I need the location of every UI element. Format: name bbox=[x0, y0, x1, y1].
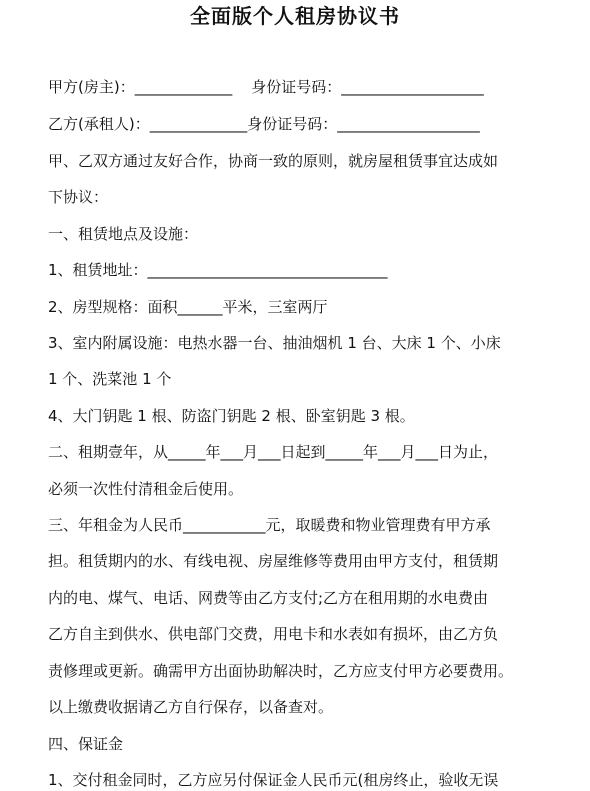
agreement-intro-line: 甲、乙双方通过友好合作，协商一致的原则，就房屋租赁事宜达成如 bbox=[48, 152, 499, 170]
clause-line: 2、房型规格：面积______平米，三室两厅 bbox=[48, 298, 328, 316]
clause-line: 必须一次性付清租金后使用。 bbox=[48, 480, 244, 498]
party-b-line: 乙方(承租人)：_____________身份证号码：___________________ bbox=[48, 115, 480, 133]
clause-line: 内的电、煤气、电话、网费等由乙方支付;乙方在租用期的水电费由 bbox=[48, 589, 489, 607]
agreement-intro-line: 下协议： bbox=[48, 188, 109, 206]
clause-line: 1、租赁地址：________________________________ bbox=[48, 261, 388, 279]
clause-line: 乙方自主到供水、供电部门交费，用电卡和水表如有损坏，由乙方负 bbox=[48, 625, 499, 643]
document-title: 全面版个人租房协议书 bbox=[190, 4, 400, 28]
clause-line: 4、大门钥匙 1 根、防盗门钥匙 2 根、卧室钥匙 3 根。 bbox=[48, 407, 415, 425]
clause-line: 责修理或更新。确需甲方出面协助解决时，乙方应支付甲方必要费用。 bbox=[48, 662, 514, 680]
clause-line: 以上缴费收据请乙方自行保存，以备查对。 bbox=[48, 698, 334, 716]
section-heading: 三、年租金为人民币___________元，取暖费和物业管理费有甲方承 bbox=[48, 516, 491, 534]
clause-line: 1、交付租金同时，乙方应另付保证金人民币元(租房终止，验收无误 bbox=[48, 771, 499, 789]
party-a-line: 甲方(房主)：_____________ 身份证号码：___________________ bbox=[48, 78, 484, 96]
section-heading: 四、保证金 bbox=[48, 735, 124, 753]
clause-line: 1 个、洗菜池 1 个 bbox=[48, 370, 172, 388]
section-heading: 一、租赁地点及设施： bbox=[48, 225, 199, 243]
section-heading: 二、租期壹年，从_____年___月___日起到_____年___月___日为止， bbox=[48, 443, 499, 461]
clause-line: 担。租赁期内的水、有线电视、房屋维修等费用由甲方支付，租赁期 bbox=[48, 552, 499, 570]
clause-line: 3、室内附属设施：电热水器一台、抽油烟机 1 台、大床 1 个、小床 bbox=[48, 334, 501, 352]
